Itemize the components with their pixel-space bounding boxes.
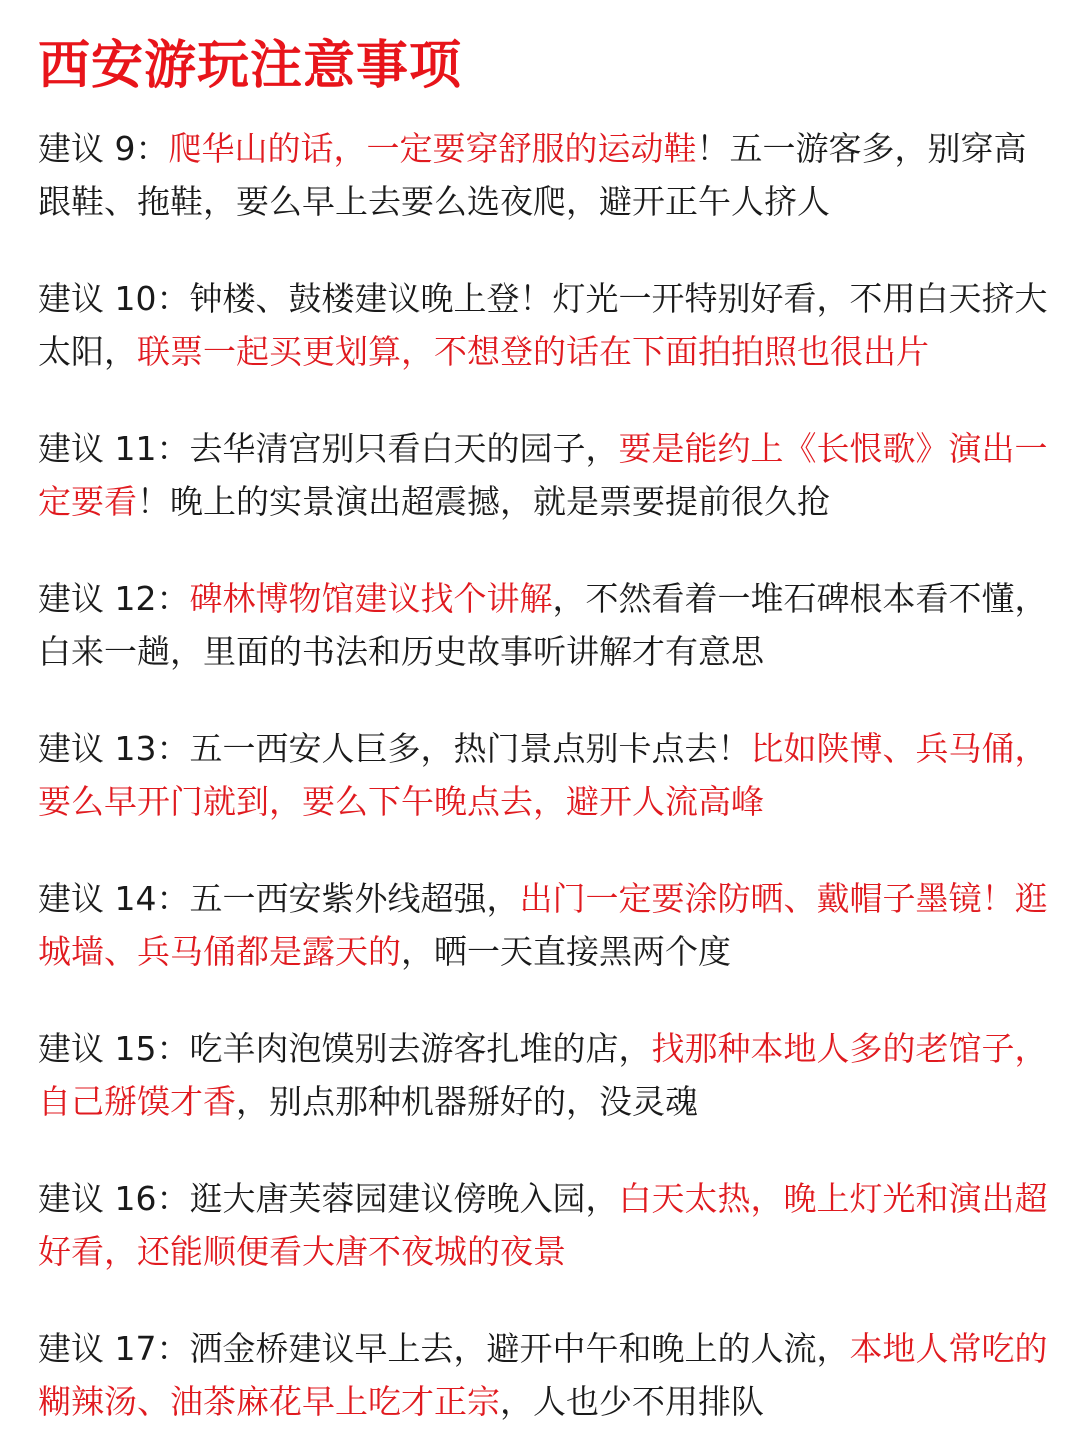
tip-highlight-text: 比如陕博、兵马俑，要么早开门就到，要么下午晚点去，避开人流高峰	[38, 729, 1048, 821]
tip-highlight-text: 碑林博物馆建议找个讲解	[189, 579, 553, 618]
tip-text: ，晒一天直接黑两个度	[401, 932, 731, 971]
tip-text: 逛大唐芙蓉园建议傍晚入园，	[189, 1179, 619, 1218]
tip-highlight-text: 要是能约上《长恨歌》演出一定要看	[38, 429, 1048, 521]
tip-highlight-text: 出门一定要涂防晒、戴帽子墨镜！逛城墙、兵马俑都是露天的	[38, 879, 1048, 971]
tip-highlight-text: 爬华山的话，一定要穿舒服的运动鞋	[168, 129, 697, 168]
tip-label: 建议 9：	[38, 129, 169, 168]
tip-item	[38, 1172, 1058, 1278]
tip-text: 五一西安紫外线超强，	[189, 879, 520, 918]
tip-item	[38, 1322, 1058, 1428]
tip-label: 建议 17：	[38, 1329, 190, 1368]
tip-label: 建议 13：	[38, 729, 190, 768]
tip-text: 钟楼、鼓楼建议晚上登！灯光一开特别好看，不用白天挤大太阳，	[38, 279, 1048, 371]
tip-label: 建议 11：	[38, 429, 190, 468]
tip-item	[38, 722, 1058, 828]
tip-label: 建议 15：	[38, 1029, 190, 1068]
tips-list	[38, 122, 1058, 1428]
tip-text: ！晚上的实景演出超震撼，就是票要提前很久抢	[137, 482, 830, 521]
tip-item	[38, 422, 1058, 528]
tip-highlight-text: 白天太热，晚上灯光和演出超好看，还能顺便看大唐不夜城的夜景	[38, 1179, 1048, 1271]
page-title: 西安游玩注意事项	[38, 36, 463, 96]
tip-item	[38, 872, 1058, 978]
tip-text: ，别点那种机器掰好的，没灵魂	[236, 1082, 698, 1121]
tip-text: ，人也少不用排队	[500, 1382, 764, 1421]
tip-label: 建议 10：	[38, 279, 190, 318]
tip-highlight-text: 联票一起买更划算，不想登的话在下面拍拍照也很出片	[137, 332, 929, 371]
tip-item	[38, 572, 1058, 678]
tip-highlight-text: 本地人常吃的糊辣汤、油茶麻花早上吃才正宗	[38, 1329, 1048, 1421]
tip-item	[38, 272, 1058, 378]
tip-text: ！五一游客多，别穿高跟鞋、拖鞋，要么早上去要么选夜爬，避开正午人挤人	[38, 129, 1027, 221]
tip-text: 洒金桥建议早上去，避开中午和晚上的人流，	[189, 1329, 850, 1368]
tip-label: 建议 12：	[38, 579, 190, 618]
tip-text: 去华清宫别只看白天的园子，	[189, 429, 619, 468]
tip-text: ，不然看着一堆石碑根本看不懂，白来一趟，里面的书法和历史故事听讲解才有意思	[38, 579, 1048, 671]
tip-item	[38, 122, 1058, 228]
tip-text: 吃羊肉泡馍别去游客扎堆的店，	[189, 1029, 652, 1068]
tip-label: 建议 14：	[38, 879, 190, 918]
tip-text: 五一西安人巨多，热门景点别卡点去！	[189, 729, 751, 768]
tip-item	[38, 1022, 1058, 1128]
tip-highlight-text: 找那种本地人多的老馆子，自己掰馍才香	[38, 1029, 1048, 1121]
tip-label: 建议 16：	[38, 1179, 190, 1218]
